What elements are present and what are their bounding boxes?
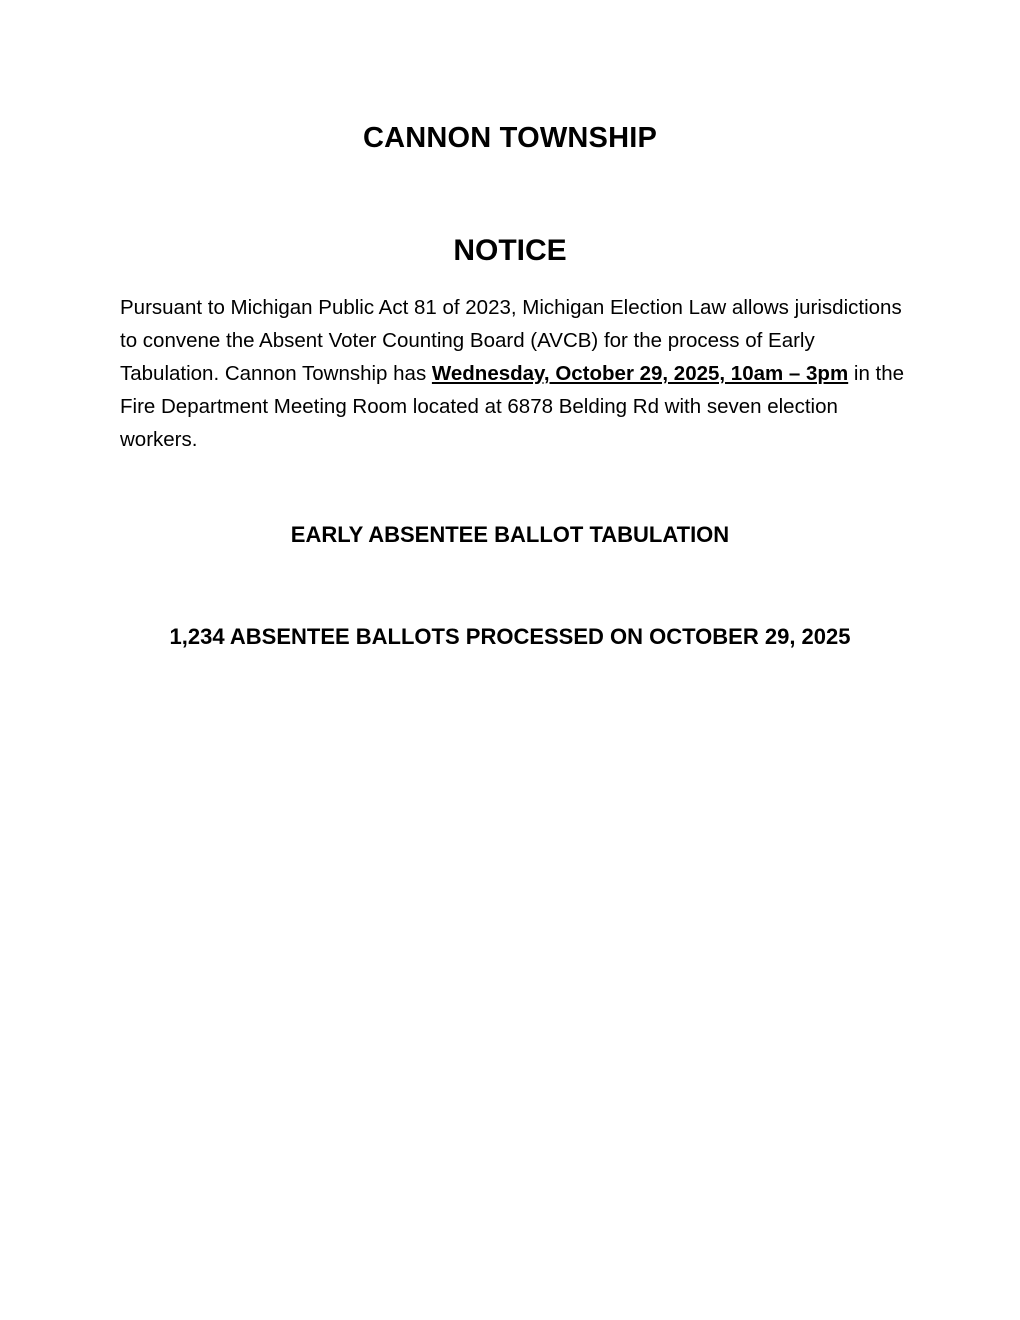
notice-title: NOTICE [453,234,567,267]
ballots-processed-line: 1,234 ABSENTEE BALLOTS PROCESSED ON OCTOBER 29, 2025 [169,624,851,649]
paragraph-text-part2: in the Fire Department Meeting Room located at 6878 Belding Rd with seven election workers. [120,362,905,451]
tabulation-date-time: Wednesday, October 29, 2025, 10am – 3pm [431,362,849,385]
notice-paragraph [120,291,910,456]
paragraph-text-part1: Pursuant to Michigan Public Act 81 of 2023, Michigan Election Law allows jurisdictions to convene the Absent Voter Counting Board (AVCB) for the process of Early Tabulation. Cannon Township has [120,296,902,385]
section-heading: EARLY ABSENTEE BALLOT TABULATION [290,522,730,547]
township-title: CANNON TOWNSHIP [362,122,658,154]
